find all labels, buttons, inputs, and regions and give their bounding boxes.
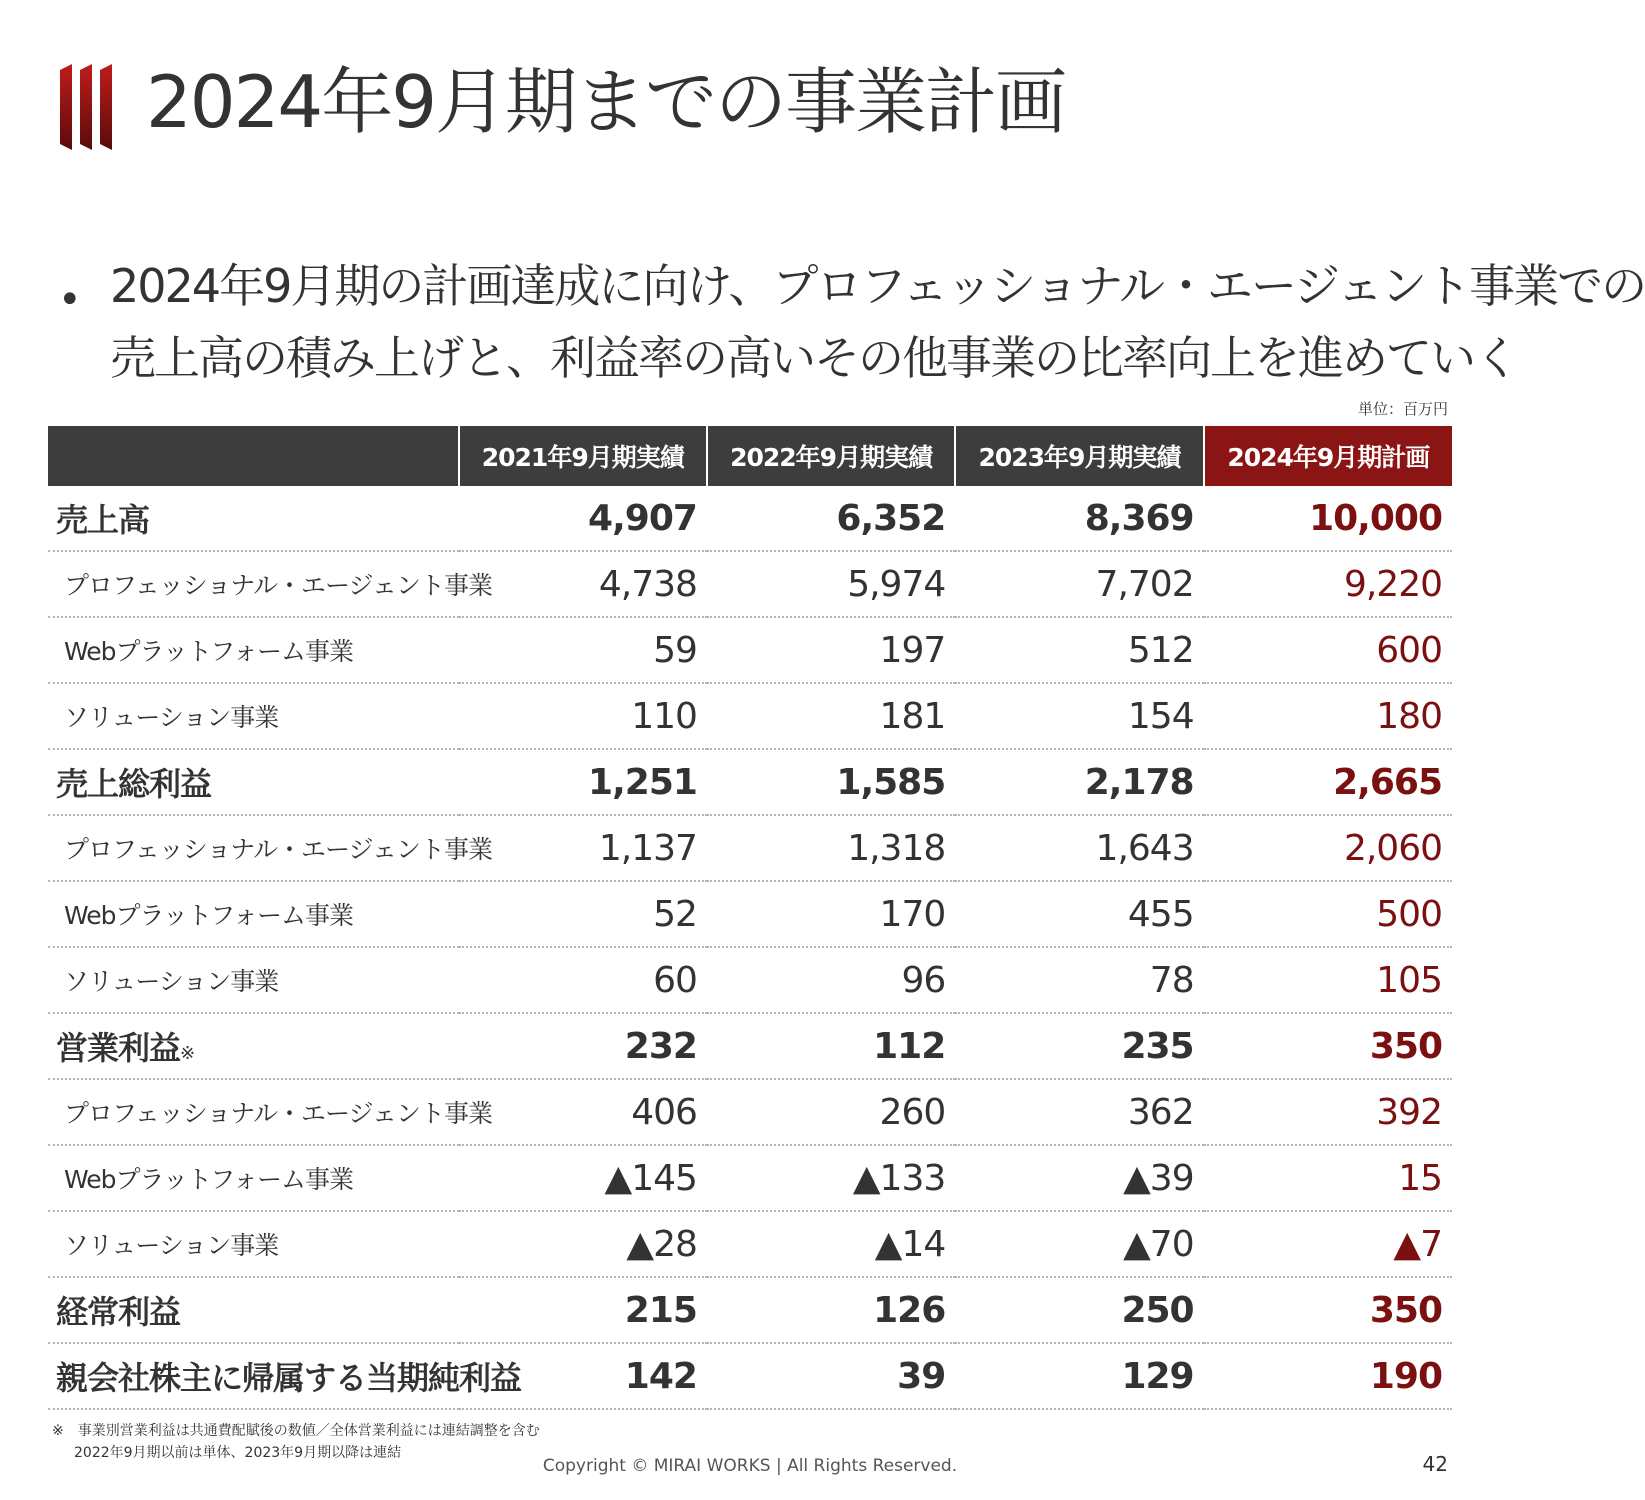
- row-label: ソリューション事業: [48, 1211, 459, 1277]
- cell-fy2022: 5,974: [707, 551, 955, 617]
- cell-fy2022: 170: [707, 881, 955, 947]
- summary-line-1: 2024年9月期の計画達成に向け、プロフェッショナル・エージェント事業での: [110, 259, 1645, 313]
- footnote-line-1: ※ 事業別営業利益は共通費配賦後の数値／全体営業利益には連結調整を含む: [52, 1423, 540, 1439]
- table-row: [48, 749, 1452, 815]
- cell-fy2021: 142: [459, 1343, 707, 1409]
- row-label: プロフェッショナル・エージェント事業: [48, 551, 459, 617]
- row-label: [48, 1013, 459, 1079]
- cell-fy2021: 1,137: [459, 815, 707, 881]
- cell-fy2021: 110: [459, 683, 707, 749]
- cell-fy2024-plan: 105: [1204, 947, 1452, 1013]
- cell-fy2021: 232: [459, 1013, 707, 1079]
- row-label: 経常利益: [48, 1277, 459, 1343]
- row-label: 売上総利益: [48, 749, 459, 815]
- cell-fy2021: 59: [459, 617, 707, 683]
- cell-fy2023: 8,369: [955, 486, 1203, 551]
- row-label: Webプラットフォーム事業: [48, 881, 459, 947]
- cell-fy2022: ▲14: [707, 1211, 955, 1277]
- cell-fy2022: 197: [707, 617, 955, 683]
- cell-fy2023: 235: [955, 1013, 1203, 1079]
- company-logo-icon: [60, 64, 116, 150]
- header-fy2021: 2021年9月期実績: [459, 426, 707, 486]
- table-row: [48, 1079, 1452, 1145]
- table-row: [48, 881, 1452, 947]
- note-mark: ※: [180, 1043, 195, 1064]
- row-label: プロフェッショナル・エージェント事業: [48, 1079, 459, 1145]
- cell-fy2021: 1,251: [459, 749, 707, 815]
- cell-fy2021: 215: [459, 1277, 707, 1343]
- table-header-row: [48, 426, 1452, 486]
- cell-fy2024-plan: 10,000: [1204, 486, 1452, 551]
- copyright: Copyright © MIRAI WORKS | All Rights Reserved.: [542, 1456, 958, 1476]
- cell-fy2023: 78: [955, 947, 1203, 1013]
- cell-fy2021: 406: [459, 1079, 707, 1145]
- cell-fy2024-plan: 600: [1204, 617, 1452, 683]
- cell-fy2022: 1,585: [707, 749, 955, 815]
- table-row: [48, 551, 1452, 617]
- cell-fy2021: 52: [459, 881, 707, 947]
- cell-fy2021: ▲28: [459, 1211, 707, 1277]
- cell-fy2023: 250: [955, 1277, 1203, 1343]
- table-row: [48, 1013, 1452, 1079]
- cell-fy2024-plan: 9,220: [1204, 551, 1452, 617]
- cell-fy2022: 6,352: [707, 486, 955, 551]
- table-row: [48, 486, 1452, 551]
- unit-note: 単位：百万円: [1357, 400, 1448, 418]
- cell-fy2024-plan: 350: [1204, 1277, 1452, 1343]
- cell-fy2024-plan: 392: [1204, 1079, 1452, 1145]
- cell-fy2024-plan: ▲7: [1204, 1211, 1452, 1277]
- row-label: Webプラットフォーム事業: [48, 1145, 459, 1211]
- table-row: [48, 815, 1452, 881]
- cell-fy2021: 4,738: [459, 551, 707, 617]
- row-label: 売上高: [48, 486, 459, 551]
- cell-fy2023: 1,643: [955, 815, 1203, 881]
- page-title: 2024年9月期までの事業計画: [146, 60, 1066, 144]
- page-number: 42: [1422, 1452, 1448, 1476]
- cell-fy2022: 126: [707, 1277, 955, 1343]
- cell-fy2024-plan: 2,060: [1204, 815, 1452, 881]
- row-label-text: 営業利益: [56, 1029, 181, 1067]
- cell-fy2023: ▲70: [955, 1211, 1203, 1277]
- cell-fy2021: ▲145: [459, 1145, 707, 1211]
- cell-fy2024-plan: 2,665: [1204, 749, 1452, 815]
- cell-fy2023: 7,702: [955, 551, 1203, 617]
- table-row: [48, 1277, 1452, 1343]
- cell-fy2022: ▲133: [707, 1145, 955, 1211]
- cell-fy2024-plan: 180: [1204, 683, 1452, 749]
- cell-fy2023: 154: [955, 683, 1203, 749]
- cell-fy2021: 60: [459, 947, 707, 1013]
- row-label: 親会社株主に帰属する当期純利益: [48, 1343, 459, 1409]
- header-corner: [48, 426, 459, 486]
- header-fy2022: 2022年9月期実績: [707, 426, 955, 486]
- table-row: [48, 1211, 1452, 1277]
- cell-fy2023: 362: [955, 1079, 1203, 1145]
- cell-fy2023: 455: [955, 881, 1203, 947]
- business-plan-table: [48, 426, 1452, 1410]
- table-row: [48, 947, 1452, 1013]
- table-row: [48, 617, 1452, 683]
- cell-fy2022: 39: [707, 1343, 955, 1409]
- table-row: [48, 683, 1452, 749]
- summary-line-2: 売上高の積み上げと、利益率の高いその他事業の比率向上を進めていく: [110, 331, 1518, 385]
- cell-fy2022: 260: [707, 1079, 955, 1145]
- cell-fy2024-plan: 190: [1204, 1343, 1452, 1409]
- row-label: ソリューション事業: [48, 683, 459, 749]
- row-label: ソリューション事業: [48, 947, 459, 1013]
- cell-fy2023: 129: [955, 1343, 1203, 1409]
- cell-fy2023: 512: [955, 617, 1203, 683]
- table-row: [48, 1343, 1452, 1409]
- row-label: プロフェッショナル・エージェント事業: [48, 815, 459, 881]
- summary-text: [110, 250, 1645, 394]
- cell-fy2023: 2,178: [955, 749, 1203, 815]
- header-fy2024-plan: 2024年9月期計画: [1204, 426, 1452, 486]
- cell-fy2024-plan: 15: [1204, 1145, 1452, 1211]
- cell-fy2022: 96: [707, 947, 955, 1013]
- table-row: [48, 1145, 1452, 1211]
- cell-fy2024-plan: 500: [1204, 881, 1452, 947]
- row-label: Webプラットフォーム事業: [48, 617, 459, 683]
- bullet-dot-icon: •: [58, 277, 82, 323]
- cell-fy2021: 4,907: [459, 486, 707, 551]
- cell-fy2022: 112: [707, 1013, 955, 1079]
- header-fy2023: 2023年9月期実績: [955, 426, 1203, 486]
- cell-fy2022: 1,318: [707, 815, 955, 881]
- footnote-line-2: 2022年9月期以前は単体、2023年9月期以降は連結: [74, 1445, 402, 1461]
- cell-fy2024-plan: 350: [1204, 1013, 1452, 1079]
- cell-fy2023: ▲39: [955, 1145, 1203, 1211]
- cell-fy2022: 181: [707, 683, 955, 749]
